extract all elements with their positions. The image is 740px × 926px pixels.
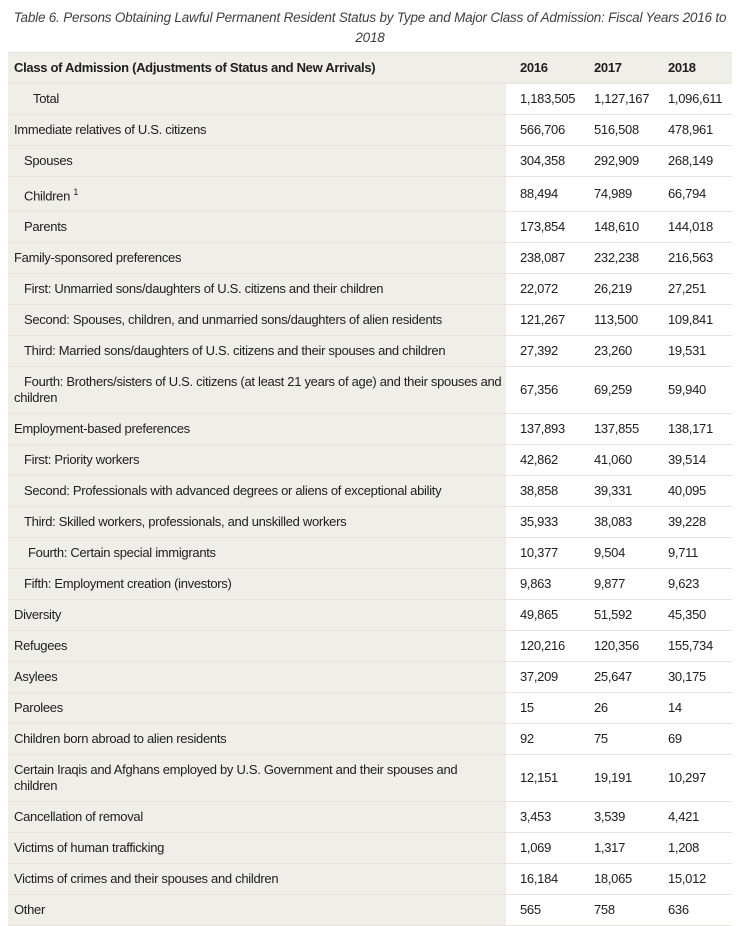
row-value: 173,854 (506, 212, 580, 243)
row-value: 636 (654, 895, 732, 926)
table-row (8, 336, 732, 367)
row-label: First: Unmarried sons/daughters of U.S. citizens and their children (8, 274, 506, 305)
table-row (8, 864, 732, 895)
table-row (8, 177, 732, 212)
row-value: 42,862 (506, 445, 580, 476)
row-value: 1,096,611 (654, 84, 732, 115)
row-value: 39,331 (580, 476, 654, 507)
row-label: Victims of crimes and their spouses and children (8, 864, 506, 895)
table-row (8, 833, 732, 864)
row-value: 137,855 (580, 414, 654, 445)
row-value: 69,259 (580, 367, 654, 414)
row-value: 27,392 (506, 336, 580, 367)
row-value: 14 (654, 693, 732, 724)
row-value: 39,514 (654, 445, 732, 476)
row-value: 232,238 (580, 243, 654, 274)
table-row (8, 724, 732, 755)
row-label: Children born abroad to alien residents (8, 724, 506, 755)
row-value: 113,500 (580, 305, 654, 336)
row-value: 74,989 (580, 177, 654, 212)
row-value: 18,065 (580, 864, 654, 895)
table-row (8, 414, 732, 445)
row-label: Second: Professionals with advanced degrees or aliens of exceptional ability (8, 476, 506, 507)
row-value: 109,841 (654, 305, 732, 336)
row-label: Asylees (8, 662, 506, 693)
row-label: Fourth: Brothers/sisters of U.S. citizens (at least 21 years of age) and their spouses and children (8, 367, 506, 414)
row-label: Certain Iraqis and Afghans employed by U.S. Government and their spouses and children (8, 755, 506, 802)
row-label: Second: Spouses, children, and unmarried sons/daughters of alien residents (8, 305, 506, 336)
row-value: 38,083 (580, 507, 654, 538)
table-row (8, 507, 732, 538)
row-value: 66,794 (654, 177, 732, 212)
row-value: 155,734 (654, 631, 732, 662)
row-label: Fifth: Employment creation (investors) (8, 569, 506, 600)
row-value: 92 (506, 724, 580, 755)
table-row (8, 445, 732, 476)
row-value: 758 (580, 895, 654, 926)
row-value: 565 (506, 895, 580, 926)
footnote-marker: 1 (73, 187, 79, 198)
row-value: 144,018 (654, 212, 732, 243)
table-row (8, 631, 732, 662)
row-value: 292,909 (580, 146, 654, 177)
row-value: 238,087 (506, 243, 580, 274)
row-value: 27,251 (654, 274, 732, 305)
row-value: 10,377 (506, 538, 580, 569)
row-value: 10,297 (654, 755, 732, 802)
row-value: 15 (506, 693, 580, 724)
table-row (8, 305, 732, 336)
row-label: Parolees (8, 693, 506, 724)
header-year-2018: 2018 (654, 53, 732, 84)
table-body (8, 84, 732, 926)
row-value: 1,183,505 (506, 84, 580, 115)
row-value: 12,151 (506, 755, 580, 802)
table-row (8, 212, 732, 243)
table-row (8, 146, 732, 177)
row-value: 121,267 (506, 305, 580, 336)
row-value: 138,171 (654, 414, 732, 445)
row-value: 19,531 (654, 336, 732, 367)
row-value: 41,060 (580, 445, 654, 476)
row-value: 22,072 (506, 274, 580, 305)
header-year-2016: 2016 (506, 53, 580, 84)
row-value: 3,539 (580, 802, 654, 833)
row-value: 9,877 (580, 569, 654, 600)
row-value: 30,175 (654, 662, 732, 693)
row-value: 45,350 (654, 600, 732, 631)
row-label: Third: Married sons/daughters of U.S. citizens and their spouses and children (8, 336, 506, 367)
table-row (8, 693, 732, 724)
row-label: Immediate relatives of U.S. citizens (8, 115, 506, 146)
row-value: 120,216 (506, 631, 580, 662)
row-value: 26,219 (580, 274, 654, 305)
row-value: 59,940 (654, 367, 732, 414)
row-value: 19,191 (580, 755, 654, 802)
row-value: 23,260 (580, 336, 654, 367)
table-row (8, 538, 732, 569)
row-label: Other (8, 895, 506, 926)
row-value: 268,149 (654, 146, 732, 177)
row-value: 148,610 (580, 212, 654, 243)
table-row (8, 274, 732, 305)
row-value: 9,623 (654, 569, 732, 600)
header-row (8, 53, 732, 84)
page-title-line-1: Table 6. Persons Obtaining Lawful Permanent Resident Status by Type and Major Class of Admission: Fiscal Years 2016 to (13, 10, 727, 25)
row-label: Employment-based preferences (8, 414, 506, 445)
row-value: 1,208 (654, 833, 732, 864)
row-label: Total (8, 84, 506, 115)
row-value: 304,358 (506, 146, 580, 177)
row-value: 1,069 (506, 833, 580, 864)
row-value: 51,592 (580, 600, 654, 631)
page-title-line-2: 2018 (355, 29, 385, 45)
row-label: Parents (8, 212, 506, 243)
table-row (8, 802, 732, 833)
row-label: Refugees (8, 631, 506, 662)
row-value: 1,127,167 (580, 84, 654, 115)
row-value: 39,228 (654, 507, 732, 538)
row-value: 9,711 (654, 538, 732, 569)
row-value: 216,563 (654, 243, 732, 274)
row-value: 26 (580, 693, 654, 724)
row-value: 49,865 (506, 600, 580, 631)
row-value: 37,209 (506, 662, 580, 693)
row-label: Spouses (8, 146, 506, 177)
table-row (8, 895, 732, 926)
row-value: 15,012 (654, 864, 732, 895)
row-label: Cancellation of removal (8, 802, 506, 833)
row-value: 4,421 (654, 802, 732, 833)
row-value: 1,317 (580, 833, 654, 864)
row-value: 566,706 (506, 115, 580, 146)
row-label: Family-sponsored preferences (8, 243, 506, 274)
header-year-2017: 2017 (580, 53, 654, 84)
table-header (8, 53, 732, 84)
table-row (8, 569, 732, 600)
row-value: 9,504 (580, 538, 654, 569)
table-row (8, 662, 732, 693)
row-label: Third: Skilled workers, professionals, and unskilled workers (8, 507, 506, 538)
row-value: 35,933 (506, 507, 580, 538)
row-value: 88,494 (506, 177, 580, 212)
row-value: 516,508 (580, 115, 654, 146)
row-value: 120,356 (580, 631, 654, 662)
header-class-of-admission: Class of Admission (Adjustments of Status and New Arrivals) (8, 53, 506, 84)
row-value: 9,863 (506, 569, 580, 600)
table-row (8, 600, 732, 631)
admissions-table (8, 52, 732, 926)
row-value: 40,095 (654, 476, 732, 507)
row-value: 478,961 (654, 115, 732, 146)
row-value: 69 (654, 724, 732, 755)
row-value: 67,356 (506, 367, 580, 414)
row-value: 25,647 (580, 662, 654, 693)
table-row (8, 367, 732, 414)
row-value: 75 (580, 724, 654, 755)
table-row (8, 476, 732, 507)
row-label: Children $^1$ (8, 177, 506, 212)
table-row (8, 84, 732, 115)
row-label: Diversity (8, 600, 506, 631)
row-label: Fourth: Certain special immigrants (8, 538, 506, 569)
table-row (8, 243, 732, 274)
row-value: 3,453 (506, 802, 580, 833)
table-row (8, 755, 732, 802)
row-value: 16,184 (506, 864, 580, 895)
row-label: Victims of human trafficking (8, 833, 506, 864)
table-row (8, 115, 732, 146)
row-value: 137,893 (506, 414, 580, 445)
row-label: First: Priority workers (8, 445, 506, 476)
row-value: 38,858 (506, 476, 580, 507)
page-title (0, 0, 740, 52)
